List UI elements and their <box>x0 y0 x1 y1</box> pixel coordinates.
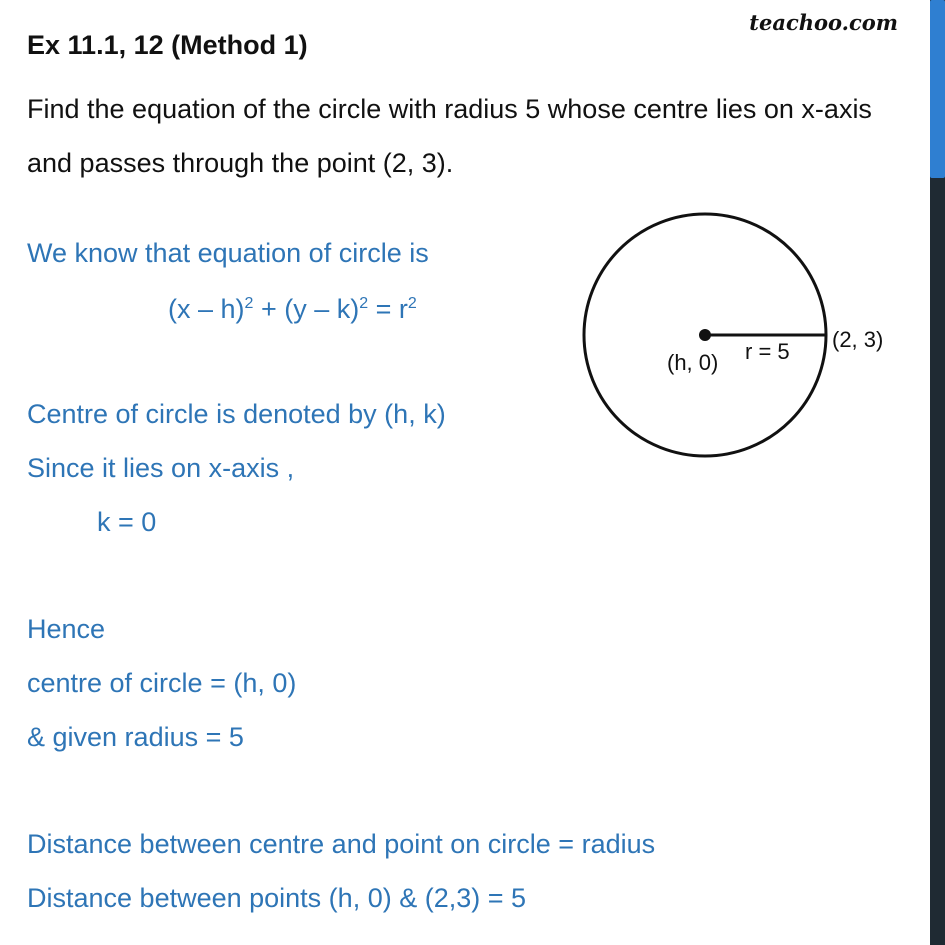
point-label: (2, 3) <box>832 327 884 352</box>
exercise-title: Ex 11.1, 12 (Method 1) <box>27 30 308 60</box>
equation-part-1: (x – h) <box>168 294 245 324</box>
centre-point <box>699 329 711 341</box>
solution-line-8: & given radius = 5 <box>27 722 244 752</box>
question-text: Find the equation of the circle with radius 5 whose centre lies on x-axis and passes through the point (2, 3). <box>27 94 872 178</box>
solution-line-7: centre of circle = (h, 0) <box>27 668 297 698</box>
solution-line-6: Hence <box>27 614 106 644</box>
circle-equation <box>168 294 417 325</box>
equation-part-2: + (y – k) <box>253 294 360 324</box>
scrollbar-track[interactable] <box>930 0 945 945</box>
equation-exponent-1: 2 <box>244 295 254 312</box>
solution-line-9: Distance between centre and point on circle = radius <box>27 829 656 859</box>
teachoo-watermark: teachoo.com <box>749 10 898 35</box>
equation-exponent-3: 2 <box>407 295 417 312</box>
solution-line-1: We know that equation of circle is <box>27 238 429 268</box>
solution-line-10: Distance between points (h, 0) & (2,3) = 5 <box>27 883 527 913</box>
solution-line-3: Centre of circle is denoted by (h, k) <box>27 399 446 429</box>
scrollbar-thumb[interactable] <box>930 0 945 178</box>
equation-part-3: = r <box>368 294 408 324</box>
solution-line-5: k = 0 <box>97 507 157 537</box>
solution-line-4: Since it lies on x-axis , <box>27 453 295 483</box>
circle-diagram <box>560 200 910 470</box>
radius-label: r = 5 <box>745 339 790 364</box>
centre-label: (h, 0) <box>667 350 719 375</box>
equation-exponent-2: 2 <box>359 295 369 312</box>
